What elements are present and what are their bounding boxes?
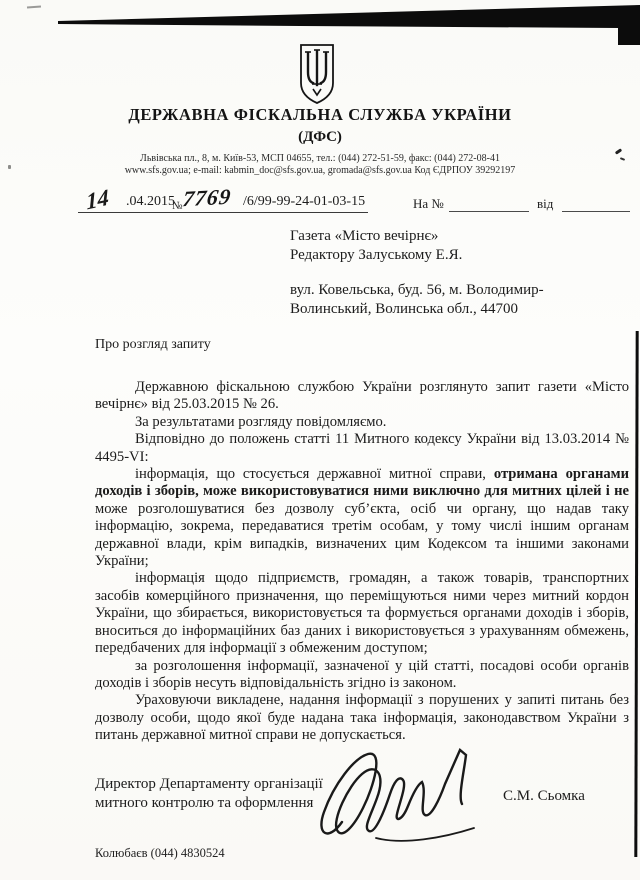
addressee-block xyxy=(290,227,610,318)
handwritten-signature xyxy=(308,742,503,857)
reply-to-number-label: На № xyxy=(413,196,444,211)
number-printed-part: /6/99-99-24-01-03-15 xyxy=(243,194,366,209)
org-contacts-line: www.sfs.gov.ua; e-mail: kabmin_doc@sfs.gov.ua, gromada@sfs.gov.ua Код ЄДРПОУ 39292197 xyxy=(124,165,516,176)
addressee-street: вул. Ковельська, буд. 56, м. Володимир- xyxy=(290,282,544,298)
signer-position-line1: Директор Департаменту організації xyxy=(95,776,323,792)
reply-from-label: від xyxy=(537,196,554,211)
org-name: ДЕРЖАВНА ФІСКАЛЬНА СЛУЖБА УКРАЇНИ xyxy=(128,105,512,124)
signer-position-line2: митного контролю та оформлення xyxy=(95,795,314,811)
paragraph-enterprises-info: інформація щодо підприємств, громадян, а також товарів, транспортних засобів комерційного призначення, що переміщуються ними через митний кордон України, що збирається, використовується та формується органами доходів і зборів, вноситься до інформаційних баз даних і використовується з урахуванням обмежень, передбачених для інформації з обмеженим доступом; xyxy=(95,570,629,657)
paragraph-conclusion: Ураховуючи викладене, надання інформації з порушених у запиті питань без дозволу особи, щодо якої буде надана така інформація, законодавством України з питань державної митної справи не допускається. xyxy=(95,692,629,744)
scan-artifact-right-edge-line xyxy=(634,331,638,857)
letter-body xyxy=(95,379,629,745)
date-printed-part: .04.2015 xyxy=(126,194,175,209)
number-sign: № xyxy=(172,200,183,212)
addressee-person: Редактору Залуському Е.Я. xyxy=(290,246,463,263)
handwritten-number: 7769 xyxy=(181,183,233,212)
reply-number-blank xyxy=(449,211,529,212)
paragraph-intro: Державною фіскальною службою України розглянуто запит газети «Місто вечірнє» від 25.03.2015 № 26. xyxy=(95,379,629,413)
spacer xyxy=(290,264,610,281)
paragraph-customs-info xyxy=(95,466,629,570)
handwritten-day: 14 xyxy=(85,184,110,215)
paragraph-customs-info-bold: отримана органами доходів і зборів, може використовуватися ними виключно для митних цілей і не xyxy=(95,466,630,500)
addressee-city: Волинський, Волинська обл., 44700 xyxy=(290,300,518,317)
paragraph-customs-info-pre: інформація, що стосується державної митної справи, xyxy=(135,466,494,483)
paragraph-liability: за розголошення інформації, зазначеної у цій статті, посадові особи органів доходів і зборів несуть відповідальність згідно із законом. xyxy=(95,657,629,691)
ukraine-trident-shield-icon xyxy=(297,43,337,107)
signer-name: С.М. Сьомка xyxy=(503,788,585,804)
subject-line: Про розгляд запиту xyxy=(95,337,211,352)
paragraph-results: За результатами розгляду повідомляємо. xyxy=(135,413,387,430)
reply-date-blank xyxy=(562,211,630,212)
paragraph-legal-basis: Відповідно до положень статті 11 Митного кодексу України від 13.03.2014 № 4495-VI: xyxy=(95,431,629,465)
paragraph-customs-info-post: може розголошуватися без дозволу суб’єкта, осіб чи органу, що надав таку інформацію, зокрема, передаватися третім особам, у тому числі іншим органам державної влади, крім випадків, визначених цим Кодексом та іншими законами України; xyxy=(95,500,629,570)
addressee-org: Газета «Місто вечірнє» xyxy=(290,228,439,244)
executor-contact: Колюбаєв (044) 4830524 xyxy=(95,846,225,860)
signer-position xyxy=(95,775,323,813)
reference-underline xyxy=(78,212,368,213)
org-address-line: Львівська пл., 8, м. Київ-53, МСП 04655, тел.: (044) 272-51-59, факс: (044) 272-08-41 xyxy=(140,153,500,164)
org-abbreviation: (ДФС) xyxy=(298,129,342,145)
